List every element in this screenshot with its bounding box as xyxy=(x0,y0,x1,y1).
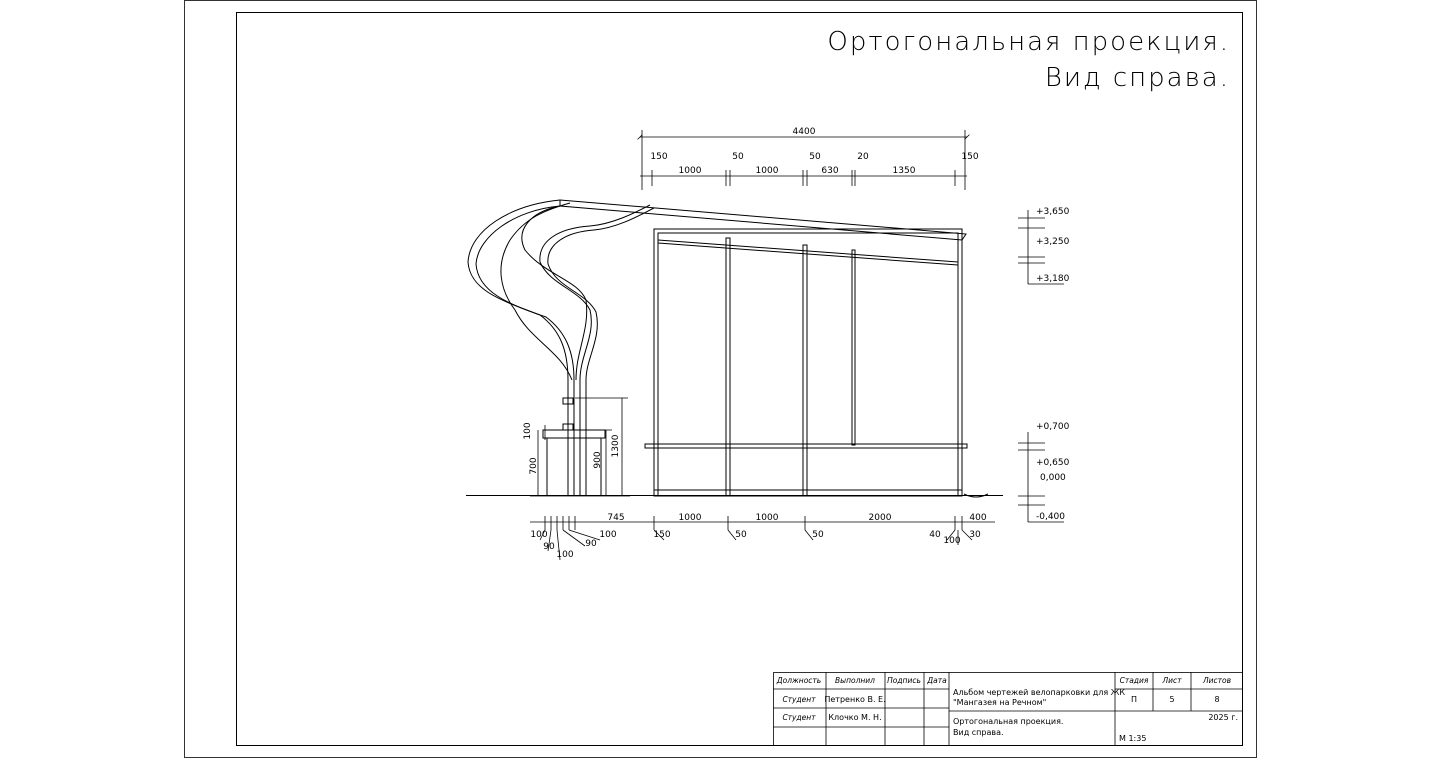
dim-below: 50 xyxy=(735,530,747,540)
dim-tree: 90 xyxy=(585,539,597,549)
drawing-title-line1: Ортогональная проекция. xyxy=(827,27,1230,57)
elevation-mark: +3,250 xyxy=(1036,237,1070,247)
dim-bottom: 1000 xyxy=(755,513,779,523)
dim-top: 1350 xyxy=(892,166,916,176)
inner-frame xyxy=(237,13,1243,746)
tb-header-sheet: Лист xyxy=(1162,676,1182,685)
elevation-mark: +0,700 xyxy=(1036,422,1070,432)
elevation-mark: -0,400 xyxy=(1036,512,1066,522)
dim-top: 150 xyxy=(650,152,668,162)
tb-row2-position: Студент xyxy=(782,713,816,722)
dim-vert: 900 xyxy=(593,451,603,469)
post xyxy=(852,250,855,445)
post xyxy=(803,245,807,496)
dim-overall: 4400 xyxy=(792,127,816,137)
tb-year: 2025 г. xyxy=(1208,713,1238,722)
tb-album-line1: Альбом чертежей велопарковки для ЖК xyxy=(953,688,1126,697)
tb-view-line1: Ортогональная проекция. xyxy=(953,717,1064,726)
dim-top: 20 xyxy=(857,152,869,162)
roof-slab xyxy=(560,200,966,240)
dim-top: 1000 xyxy=(678,166,702,176)
tb-sheet-value: 5 xyxy=(1169,695,1175,704)
dim-below: 50 xyxy=(812,530,824,540)
elevation-mark: +3,180 xyxy=(1036,274,1070,284)
dim-top: 50 xyxy=(809,152,821,162)
dim-vert: 1300 xyxy=(611,434,621,458)
tb-stage-value: П xyxy=(1130,695,1138,704)
dim-bottom: 745 xyxy=(607,513,625,523)
elevation-drawing xyxy=(466,200,1003,497)
tb-header-signature: Подпись xyxy=(887,676,921,685)
dim-below: 30 xyxy=(969,530,981,540)
tb-view-line2: Вид справа. xyxy=(953,728,1004,737)
dim-top: 1000 xyxy=(755,166,779,176)
tb-scale: М 1:35 xyxy=(1119,734,1147,743)
tb-header-sheets: Листов xyxy=(1202,676,1232,685)
dim-vert: 100 xyxy=(523,422,533,440)
tb-row1-name: Петренко В. Е. xyxy=(824,695,886,704)
tb-sheets-value: 8 xyxy=(1214,695,1220,704)
dim-below: 150 xyxy=(653,530,671,540)
dim-below: 100 xyxy=(943,536,961,546)
ornamental-tree xyxy=(468,200,654,496)
dim-top: 50 xyxy=(732,152,744,162)
tb-row2-name: Клочко М. Н. xyxy=(828,713,882,722)
dim-tree: 100 xyxy=(530,530,548,540)
dim-bottom: 2000 xyxy=(868,513,892,523)
tb-header-performed: Выполнил xyxy=(835,676,875,685)
tb-album-line2: "Мангазея на Речном" xyxy=(953,698,1047,707)
shelter-frame xyxy=(654,229,962,496)
elevation-mark: +3,650 xyxy=(1036,207,1070,217)
tb-header-position: Должность xyxy=(776,676,822,685)
tb-header-stage: Стадия xyxy=(1119,676,1149,685)
elevation-mark: +0,650 xyxy=(1036,458,1070,468)
tb-row1-position: Студент xyxy=(782,695,816,704)
title-block xyxy=(773,672,1243,746)
tb-header-date: Дата xyxy=(927,676,947,685)
dim-vert: 700 xyxy=(529,457,539,475)
bench-rail xyxy=(645,444,967,448)
dim-below: 40 xyxy=(929,530,941,540)
dim-tree: 100 xyxy=(599,530,617,540)
dim-tree: 100 xyxy=(556,550,574,560)
post xyxy=(726,238,730,496)
elevation-mark: 0,000 xyxy=(1040,473,1066,483)
dim-tree: 90 xyxy=(543,542,555,552)
drawing-title-line2: Вид справа. xyxy=(1044,63,1230,93)
dim-bottom: 400 xyxy=(969,513,987,523)
dim-top: 630 xyxy=(821,166,839,176)
dim-bottom: 1000 xyxy=(678,513,702,523)
outer-frame xyxy=(185,1,1257,758)
dim-top: 150 xyxy=(961,152,979,162)
